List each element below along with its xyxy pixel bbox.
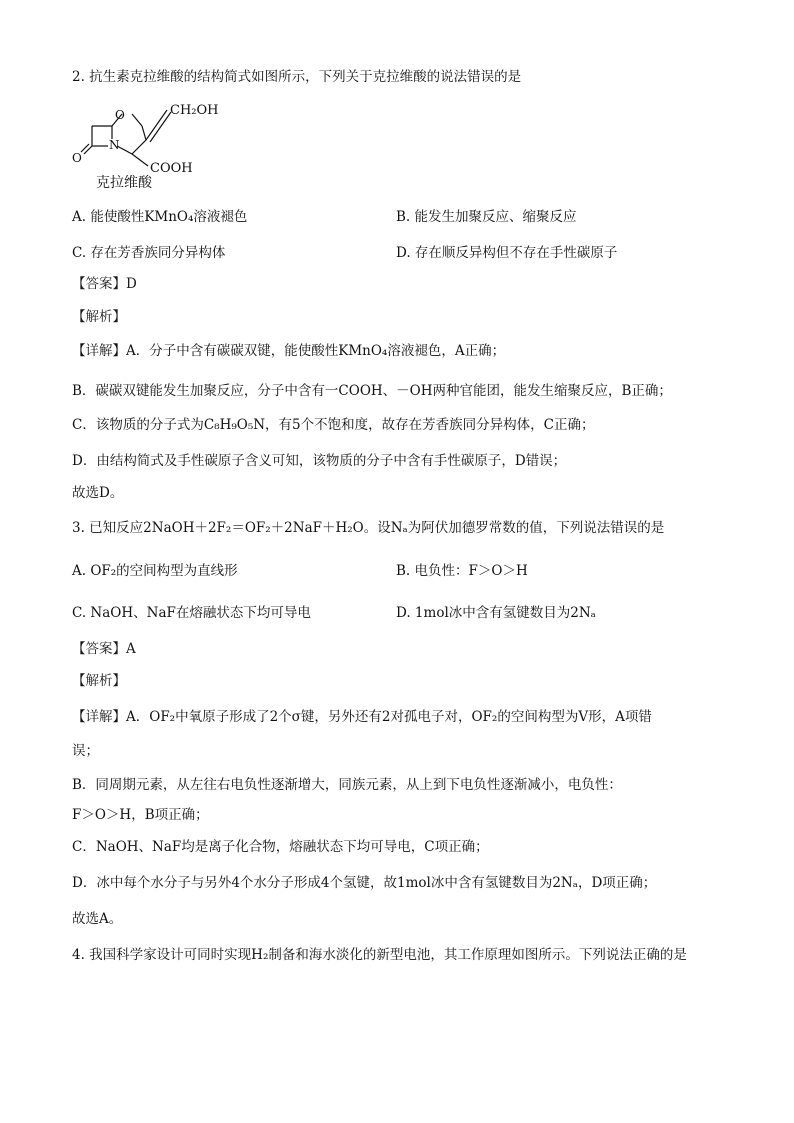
q3-option-a: A. OF₂的空间构型为直线形 xyxy=(72,563,238,579)
q3-option-d: D. 1mol冰中含有氢键数目为2Nₐ xyxy=(396,605,596,621)
q2-stem: 2. 抗生素克拉维酸的结构简式如图所示，下列关于克拉维酸的说法错误的是 xyxy=(72,69,522,85)
q4-stem: 4. 我国科学家设计可同时实现H₂制备和海水淡化的新型电池，其工作原理如图所示。下列说法正确的是 xyxy=(72,947,687,963)
clavulanic-acid-structure xyxy=(72,92,252,196)
q3-analysis-label: 【解析】 xyxy=(72,673,126,689)
q3-detail-c: C．NaOH、NaF均是离子化合物，熔融状态下均可导电，C项正确； xyxy=(72,839,489,855)
q3-conclusion: 故选A。 xyxy=(72,911,123,927)
q3-stem: 3. 已知反应2NaOH＋2F₂＝OF₂＋2NaF＋H₂O。设Nₐ为阿伏加德罗常数的值，下列说法错误的是 xyxy=(72,520,665,536)
q2-detail-b: B．碳碳双键能发生加聚反应，分子中含有一COOH、－OH两种官能团，能发生缩聚反应，B正确； xyxy=(72,383,672,399)
cooh-label: COOH xyxy=(150,161,193,176)
keto-oxygen-label: O xyxy=(72,151,82,165)
q2-option-c: C. 存在芳香族同分异构体 xyxy=(72,245,226,261)
q3-option-c: C. NaOH、NaF在熔融状态下均可导电 xyxy=(72,605,311,621)
q3-detail-a-cont: 误； xyxy=(72,743,99,759)
q2-conclusion: 故选D。 xyxy=(72,485,124,501)
q3-detail-a: 【详解】A．OF₂中氧原子形成了2个σ键，另外还有2对孤电子对，OF₂的空间构型为V形，A项错 xyxy=(72,709,652,725)
ch2oh-label: CH₂OH xyxy=(170,103,219,118)
q2-option-d: D. 存在顺反异构但不存在手性碳原子 xyxy=(396,245,618,261)
q2-analysis-label: 【解析】 xyxy=(72,309,126,325)
q2-option-b: B. 能发生加聚反应、缩聚反应 xyxy=(396,209,577,225)
q2-detail-a: 【详解】A．分子中含有碳碳双键，能使酸性KMnO₄溶液褪色，A正确； xyxy=(72,343,506,359)
q3-detail-d: D．冰中每个水分子与另外4个水分子形成4个氢键，故1mol冰中含有氢键数目为2Nₐ，D项正确； xyxy=(72,875,657,891)
ring-nitrogen-label: N xyxy=(109,138,120,152)
q2-detail-d: D．由结构简式及手性碳原子含义可知，该物质的分子中含有手性碳原子，D错误； xyxy=(72,453,567,469)
q2-option-a: A. 能使酸性KMnO₄溶液褪色 xyxy=(72,209,248,225)
q3-option-b: B. 电负性：F＞O＞H xyxy=(396,563,528,579)
q3-answer: 【答案】A xyxy=(72,641,136,657)
q2-answer: 【答案】D xyxy=(72,276,137,292)
molecule-caption: 克拉维酸 xyxy=(96,175,152,191)
q2-detail-c: C．该物质的分子式为C₈H₉O₅N，有5个不饱和度，故存在芳香族同分异构体，C正确； xyxy=(72,417,595,433)
ring-oxygen-label: O xyxy=(115,108,125,122)
q3-detail-b: B．同周期元素，从左往右电负性逐渐增大，同族元素，从上到下电负性逐渐减小，电负性： xyxy=(72,777,622,793)
q3-detail-b-cont: F＞O＞H，B项正确； xyxy=(72,807,209,823)
